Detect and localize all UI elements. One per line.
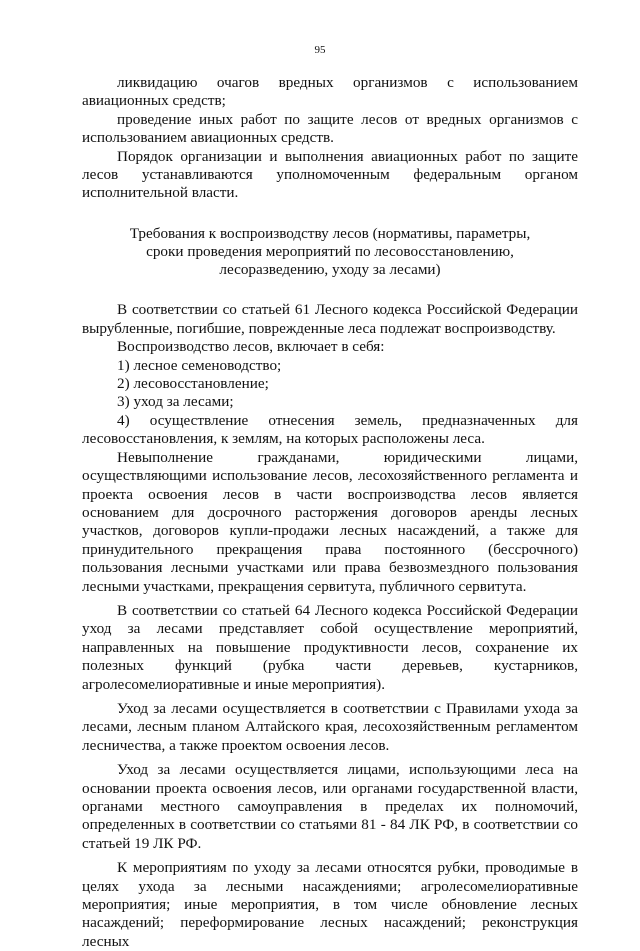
list-item-1: 1) лесное семеноводство; — [117, 356, 282, 374]
paragraph-care-persons: Уход за лесами осуществляется лицами, использующими леса на основании проекта освоения лесов, или органами государственной власти, органами местного самоуправления в пределах их полномочий, определенных в соответствии со статьями 81 - 84 ЛК РФ, в соответствии со статьей 19 ЛК РФ. — [82, 761, 578, 852]
paragraph-article-61: В соответствии со статьей 61 Лесного кодекса Российской Федерации вырубленные, погибшие, поврежденные леса подлежат воспроизводству. — [82, 301, 578, 337]
paragraph-non-compliance: Невыполнение гражданами, юридическими лицами, осуществляющими использование лесов, лесохозяйственного регламента и проекта освоения лесов в части воспроизводства лесов является основанием для досрочного расторжения договоров аренды лесных участков, договоров купли-продажи лесных насаждений, а также для принудительного прекращения права постоянного (бессрочного) пользования лесными участками или права безвозмездного пользования лесными участками, прекращения сервитута, публичного сервитута. — [82, 448, 578, 595]
paragraph-procedure: Порядок организации и выполнения авиационных работ по защите лесов устанавливаются уполномоченным федеральным органом исполнительной власти. — [82, 147, 578, 202]
paragraph-liquidation: ликвидацию очагов вредных организмов с использованием авиационных средств; — [82, 74, 578, 110]
page-number: 95 — [314, 44, 326, 56]
paragraph-care-rules: Уход за лесами осуществляется в соответствии с Правилами ухода за лесами, лесным планом Алтайского края, лесохозяйственным регламентом лесничества, а также проектом освоения лесов. — [82, 699, 578, 754]
list-item-4: 4) осуществление отнесения земель, предназначенных для лесовосстановления, к землям, на которых расположены леса. — [82, 411, 578, 448]
paragraph-includes: Воспроизводство лесов, включает в себя: — [117, 338, 385, 356]
list-item-3: 3) уход за лесами; — [117, 393, 234, 411]
paragraph-article-64: В соответствии со статьей 64 Лесного кодекса Российской Федерации уход за лесами представляет собой осуществление мероприятий, направленных на повышение продуктивности лесов, сохранение их полезных функций (рубка части деревьев, кустарников, агролесомелиоративные и иные мероприятия). — [82, 601, 578, 693]
paragraph-other-works: проведение иных работ по защите лесов от вредных организмов с использованием авиационных средств. — [82, 110, 578, 147]
section-heading — [82, 225, 578, 280]
heading-line-2: сроки проведения мероприятий по лесовосстановлению, — [146, 243, 514, 261]
paragraph-care-measures: К мероприятиям по уходу за лесами относятся рубки, проводимые в целях ухода за лесными насаждениями; агролесомелиоративные мероприятия; иные мероприятия, в том числе обновление лесных насаждений; переформирование лесных насаждений; реконструкция лесных — [82, 859, 578, 950]
document-body — [82, 74, 578, 951]
heading-line-3: лесоразведению, уходу за лесами) — [219, 261, 441, 279]
heading-line-1: Требования к воспроизводству лесов (нормативы, параметры, — [129, 224, 531, 242]
list-item-2: 2) лесовосстановление; — [117, 375, 269, 393]
